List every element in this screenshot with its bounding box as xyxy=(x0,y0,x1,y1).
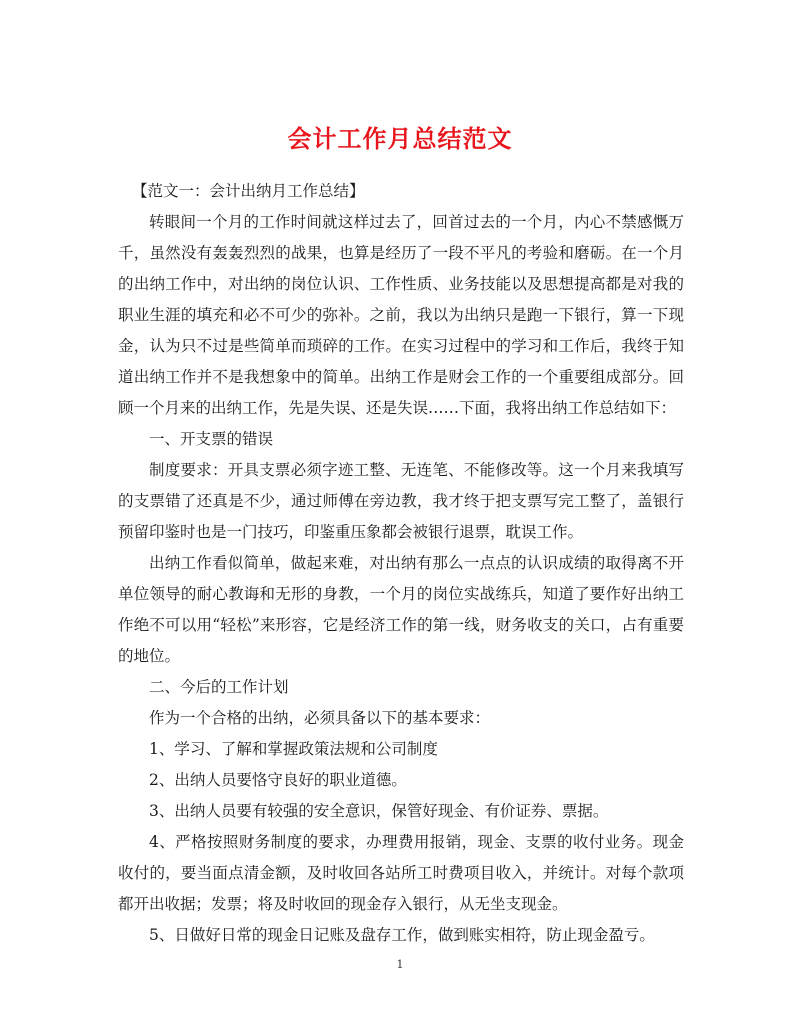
list-item-requirement-5: 5、日做好日常的现金日记账及盘存工作，做到账实相符，防止现金盈亏。 xyxy=(149,926,655,944)
list-item-requirement-2: 2、出纳人员要恪守良好的职业道德。 xyxy=(149,771,407,789)
section-heading-check-errors: 一、开支票的错误 xyxy=(149,430,274,448)
section-heading-future-plan: 二、今后的工作计划 xyxy=(149,678,289,696)
paragraph-requirements-intro: 作为一个合格的出纳，必须具备以下的基本要求： xyxy=(149,709,491,727)
page-number: 1 xyxy=(396,958,404,971)
section-heading-sample-one: 【范文一：会计出纳月工作总结】 xyxy=(132,182,365,200)
list-item-requirement-4: 4、严格按照财务制度的要求，办理费用报销，现金、支票的收付业务。现金收付的，要当面点清金额，及时收回各站所工时费项目收入，并统计。对每个款项都开出收据；发票；将及时收回的现金存入银行，从无坐支现金。 xyxy=(118,833,684,913)
paragraph-check-rules: 制度要求：开具支票必须字迹工整、无连笔、不能修改等。这一个月来我填写的支票错了还真是不少，通过师傅在旁边教，我才终于把支票写完工整了，盖银行预留印鉴时也是一门技巧，印鉴重压象都会被银行退票，耽误工作。 xyxy=(118,461,684,541)
list-item-requirement-3: 3、出纳人员要有较强的安全意识，保管好现金、有价证券、票据。 xyxy=(149,802,609,820)
list-item-requirement-1: 1、学习、了解和掌握政策法规和公司制度 xyxy=(149,740,438,758)
paragraph-intro: 转眼间一个月的工作时间就这样过去了，回首过去的一个月，内心不禁感慨万千，虽然没有轰轰烈烈的战果，也算是经历了一段不平凡的考验和磨砺。在一个月的出纳工作中，对出纳的岗位认识、工作性质、业务技能以及思想提高都是对我的职业生涯的填充和必不可少的弥补。之前，我以为出纳只是跑一下银行，算一下现金，认为只不过是些简单而琐碎的工作。在实习过程中的学习和工作后，我终于知道出纳工作并不是我想象中的简单。出纳工作是财会工作的一个重要组成部分。回顾一个月来的出纳工作，先是失误、还是失误……下面，我将出纳工作总结如下： xyxy=(118,213,684,417)
document-body xyxy=(118,176,684,951)
page-title: 会计工作月总结范文 xyxy=(287,124,513,154)
paragraph-cashier-reflection: 出纳工作看似简单，做起来难，对出纳有那么一点点的认识成绩的取得离不开单位领导的耐心教诲和无形的身教，一个月的岗位实战练兵，知道了要作好出纳工作绝不可以用“轻松”来形容，它是经济工作的第一线，财务收支的关口，占有重要的地位。 xyxy=(118,554,684,665)
